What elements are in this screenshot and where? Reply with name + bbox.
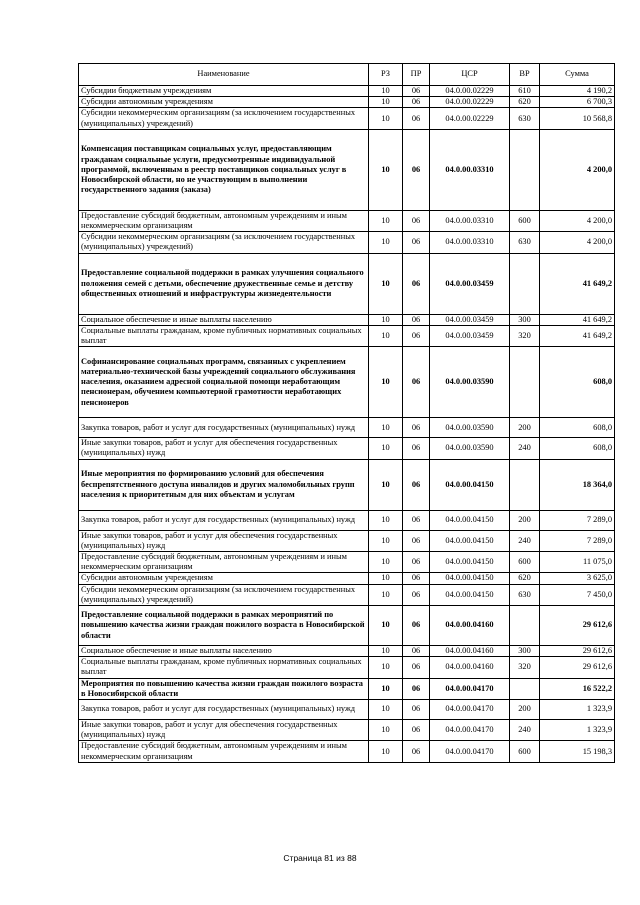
page-footer: Страница 81 из 88 xyxy=(283,853,357,863)
table-row xyxy=(79,510,615,530)
cell-sum: 4 200,0 xyxy=(540,232,615,253)
header-sum: Сумма xyxy=(540,64,615,86)
table-row xyxy=(79,530,615,551)
cell-sum: 7 289,0 xyxy=(540,530,615,551)
cell-pr: 06 xyxy=(403,97,430,108)
cell-vr xyxy=(510,129,540,210)
cell-csr: 04.0.00.02229 xyxy=(430,97,510,108)
cell-name: Софинансирование социальных программ, связанных с укреплением материально-технической базы учреждений социального обслуживания населения, оказанием адресной социальной помощи неработающим пенсионерам, обучением компьютерной грамотности неработающих пенсионеров xyxy=(79,347,369,418)
table-row xyxy=(79,210,615,231)
budget-table xyxy=(78,63,615,763)
cell-rz: 10 xyxy=(369,210,403,231)
cell-pr: 06 xyxy=(403,573,430,584)
cell-sum: 41 649,2 xyxy=(540,314,615,325)
cell-csr: 04.0.00.03590 xyxy=(430,418,510,438)
cell-sum: 41 649,2 xyxy=(540,325,615,346)
cell-rz: 10 xyxy=(369,678,403,699)
cell-rz: 10 xyxy=(369,108,403,129)
header-csr: ЦСР xyxy=(430,64,510,86)
cell-vr: 320 xyxy=(510,325,540,346)
table-body xyxy=(79,86,615,763)
table-row xyxy=(79,646,615,657)
cell-csr: 04.0.00.02229 xyxy=(430,86,510,97)
cell-csr: 04.0.00.03590 xyxy=(430,347,510,418)
cell-csr: 04.0.00.03310 xyxy=(430,129,510,210)
table-row xyxy=(79,678,615,699)
cell-rz: 10 xyxy=(369,253,403,314)
table-row xyxy=(79,97,615,108)
cell-pr: 06 xyxy=(403,552,430,573)
cell-csr: 04.0.00.04150 xyxy=(430,552,510,573)
cell-vr xyxy=(510,678,540,699)
cell-vr: 600 xyxy=(510,741,540,762)
cell-pr: 06 xyxy=(403,741,430,762)
cell-sum: 1 323,9 xyxy=(540,700,615,720)
cell-vr: 200 xyxy=(510,510,540,530)
table-row xyxy=(79,741,615,762)
cell-sum: 4 200,0 xyxy=(540,129,615,210)
cell-vr: 240 xyxy=(510,720,540,741)
table-row xyxy=(79,438,615,459)
cell-rz: 10 xyxy=(369,552,403,573)
cell-sum: 1 323,9 xyxy=(540,720,615,741)
table-row xyxy=(79,347,615,418)
cell-pr: 06 xyxy=(403,459,430,510)
cell-vr: 610 xyxy=(510,86,540,97)
cell-rz: 10 xyxy=(369,347,403,418)
cell-vr: 600 xyxy=(510,210,540,231)
cell-csr: 04.0.00.04160 xyxy=(430,606,510,646)
cell-csr: 04.0.00.04150 xyxy=(430,459,510,510)
cell-pr: 06 xyxy=(403,438,430,459)
cell-vr xyxy=(510,347,540,418)
cell-rz: 10 xyxy=(369,418,403,438)
cell-csr: 04.0.00.04150 xyxy=(430,530,510,551)
table-row xyxy=(79,657,615,678)
cell-pr: 06 xyxy=(403,720,430,741)
cell-rz: 10 xyxy=(369,646,403,657)
cell-rz: 10 xyxy=(369,720,403,741)
cell-name: Субсидии автономным учреждениям xyxy=(79,97,369,108)
cell-pr: 06 xyxy=(403,86,430,97)
cell-sum: 15 198,3 xyxy=(540,741,615,762)
cell-csr: 04.0.00.04160 xyxy=(430,657,510,678)
cell-vr: 620 xyxy=(510,573,540,584)
cell-pr: 06 xyxy=(403,646,430,657)
cell-csr: 04.0.00.04170 xyxy=(430,700,510,720)
cell-rz: 10 xyxy=(369,606,403,646)
cell-csr: 04.0.00.04170 xyxy=(430,741,510,762)
cell-vr: 630 xyxy=(510,108,540,129)
cell-pr: 06 xyxy=(403,314,430,325)
cell-vr: 600 xyxy=(510,552,540,573)
cell-name: Социальные выплаты гражданам, кроме публичных нормативных социальных выплат xyxy=(79,657,369,678)
cell-sum: 29 612,6 xyxy=(540,646,615,657)
cell-rz: 10 xyxy=(369,459,403,510)
cell-rz: 10 xyxy=(369,573,403,584)
cell-name: Субсидии некоммерческим организациям (за исключением государственных (муниципальных) учреждений) xyxy=(79,584,369,605)
cell-name: Иные закупки товаров, работ и услуг для обеспечения государственных (муниципальных) нужд xyxy=(79,720,369,741)
cell-name: Предоставление социальной поддержки в рамках улучшения социального положения семей с детьми, обеспечение дружественные семье и детству общественных отношений и инфраструктуры жизнедеятельности xyxy=(79,253,369,314)
cell-csr: 04.0.00.03459 xyxy=(430,253,510,314)
cell-pr: 06 xyxy=(403,210,430,231)
cell-rz: 10 xyxy=(369,86,403,97)
cell-vr: 240 xyxy=(510,530,540,551)
table-row xyxy=(79,584,615,605)
cell-pr: 06 xyxy=(403,232,430,253)
cell-name: Социальное обеспечение и иные выплаты населению xyxy=(79,646,369,657)
cell-sum: 6 700,3 xyxy=(540,97,615,108)
cell-pr: 06 xyxy=(403,510,430,530)
cell-name: Закупка товаров, работ и услуг для государственных (муниципальных) нужд xyxy=(79,418,369,438)
cell-name: Предоставление субсидий бюджетным, автономным учреждениям и иным некоммерческим организациям xyxy=(79,552,369,573)
table-row xyxy=(79,700,615,720)
cell-csr: 04.0.00.04150 xyxy=(430,584,510,605)
cell-pr: 06 xyxy=(403,108,430,129)
cell-name: Закупка товаров, работ и услуг для государственных (муниципальных) нужд xyxy=(79,700,369,720)
cell-csr: 04.0.00.03590 xyxy=(430,438,510,459)
header-pr: ПР xyxy=(403,64,430,86)
cell-pr: 06 xyxy=(403,657,430,678)
cell-name: Предоставление социальной поддержки в рамках мероприятий по повышению качества жизни граждан пожилого возраста в Новосибирской области xyxy=(79,606,369,646)
cell-vr: 200 xyxy=(510,418,540,438)
cell-rz: 10 xyxy=(369,129,403,210)
cell-sum: 608,0 xyxy=(540,347,615,418)
cell-vr: 630 xyxy=(510,584,540,605)
cell-csr: 04.0.00.04150 xyxy=(430,573,510,584)
cell-rz: 10 xyxy=(369,438,403,459)
header-row xyxy=(79,64,615,86)
cell-name: Мероприятия по повышению качества жизни граждан пожилого возраста в Новосибирской области xyxy=(79,678,369,699)
table-row xyxy=(79,606,615,646)
cell-csr: 04.0.00.04170 xyxy=(430,678,510,699)
cell-rz: 10 xyxy=(369,314,403,325)
cell-rz: 10 xyxy=(369,657,403,678)
table-row xyxy=(79,253,615,314)
cell-csr: 04.0.00.02229 xyxy=(430,108,510,129)
cell-sum: 41 649,2 xyxy=(540,253,615,314)
cell-sum: 608,0 xyxy=(540,438,615,459)
cell-sum: 7 450,0 xyxy=(540,584,615,605)
cell-vr: 240 xyxy=(510,438,540,459)
cell-vr: 320 xyxy=(510,657,540,678)
table-row xyxy=(79,325,615,346)
cell-name: Предоставление субсидий бюджетным, автономным учреждениям и иным некоммерческим организациям xyxy=(79,741,369,762)
cell-pr: 06 xyxy=(403,347,430,418)
cell-vr: 300 xyxy=(510,646,540,657)
cell-rz: 10 xyxy=(369,584,403,605)
table-row xyxy=(79,720,615,741)
cell-pr: 06 xyxy=(403,325,430,346)
cell-vr xyxy=(510,459,540,510)
table-row xyxy=(79,418,615,438)
cell-csr: 04.0.00.04150 xyxy=(430,510,510,530)
cell-pr: 06 xyxy=(403,584,430,605)
cell-sum: 10 568,8 xyxy=(540,108,615,129)
cell-name: Иные закупки товаров, работ и услуг для обеспечения государственных (муниципальных) нужд xyxy=(79,530,369,551)
cell-sum: 608,0 xyxy=(540,418,615,438)
table-row xyxy=(79,129,615,210)
header-name: Наименование xyxy=(79,64,369,86)
cell-sum: 11 075,0 xyxy=(540,552,615,573)
cell-sum: 7 289,0 xyxy=(540,510,615,530)
cell-vr xyxy=(510,253,540,314)
table-row xyxy=(79,232,615,253)
cell-name: Социальные выплаты гражданам, кроме публичных нормативных социальных выплат xyxy=(79,325,369,346)
cell-name: Иные мероприятия по формированию условий для обеспечения беспрепятственного доступа инвалидов и других маломобильных групп населения к приоритетным для них объектам и услугам xyxy=(79,459,369,510)
cell-name: Закупка товаров, работ и услуг для государственных (муниципальных) нужд xyxy=(79,510,369,530)
cell-name: Субсидии некоммерческим организациям (за исключением государственных (муниципальных) учреждений) xyxy=(79,108,369,129)
table-row xyxy=(79,314,615,325)
table-row xyxy=(79,552,615,573)
cell-sum: 4 190,2 xyxy=(540,86,615,97)
cell-name: Социальное обеспечение и иные выплаты населению xyxy=(79,314,369,325)
cell-name: Предоставление субсидий бюджетным, автономным учреждениям и иным некоммерческим организациям xyxy=(79,210,369,231)
table-row xyxy=(79,108,615,129)
cell-csr: 04.0.00.03310 xyxy=(430,232,510,253)
cell-pr: 06 xyxy=(403,253,430,314)
cell-csr: 04.0.00.04160 xyxy=(430,646,510,657)
cell-name: Субсидии некоммерческим организациям (за исключением государственных (муниципальных) учреждений) xyxy=(79,232,369,253)
cell-pr: 06 xyxy=(403,606,430,646)
cell-rz: 10 xyxy=(369,510,403,530)
cell-csr: 04.0.00.03459 xyxy=(430,325,510,346)
cell-name: Субсидии автономным учреждениям xyxy=(79,573,369,584)
cell-sum: 29 612,6 xyxy=(540,606,615,646)
cell-name: Иные закупки товаров, работ и услуг для обеспечения государственных (муниципальных) нужд xyxy=(79,438,369,459)
cell-sum: 18 364,0 xyxy=(540,459,615,510)
cell-rz: 10 xyxy=(369,97,403,108)
table-row xyxy=(79,86,615,97)
cell-csr: 04.0.00.03310 xyxy=(430,210,510,231)
cell-sum: 3 625,0 xyxy=(540,573,615,584)
cell-vr: 630 xyxy=(510,232,540,253)
cell-rz: 10 xyxy=(369,325,403,346)
cell-name: Субсидии бюджетным учреждениям xyxy=(79,86,369,97)
cell-pr: 06 xyxy=(403,678,430,699)
cell-pr: 06 xyxy=(403,700,430,720)
cell-vr: 300 xyxy=(510,314,540,325)
cell-pr: 06 xyxy=(403,418,430,438)
cell-sum: 16 522,2 xyxy=(540,678,615,699)
cell-vr xyxy=(510,606,540,646)
cell-vr: 620 xyxy=(510,97,540,108)
cell-csr: 04.0.00.03459 xyxy=(430,314,510,325)
cell-rz: 10 xyxy=(369,741,403,762)
cell-pr: 06 xyxy=(403,530,430,551)
header-rz: РЗ xyxy=(369,64,403,86)
cell-sum: 4 200,0 xyxy=(540,210,615,231)
cell-rz: 10 xyxy=(369,232,403,253)
header-vr: ВР xyxy=(510,64,540,86)
table-row xyxy=(79,573,615,584)
cell-vr: 200 xyxy=(510,700,540,720)
cell-sum: 29 612,6 xyxy=(540,657,615,678)
cell-csr: 04.0.00.04170 xyxy=(430,720,510,741)
table-row xyxy=(79,459,615,510)
cell-rz: 10 xyxy=(369,530,403,551)
cell-rz: 10 xyxy=(369,700,403,720)
cell-name: Компенсация поставщикам социальных услуг, предоставляющим гражданам социальные услуги, предусмотренные индивидуальной программой, включенным в реестр поставщиков социальных услуг в Новосибирской области, но не участвующим в выполнении государственного задания (заказа) xyxy=(79,129,369,210)
cell-pr: 06 xyxy=(403,129,430,210)
